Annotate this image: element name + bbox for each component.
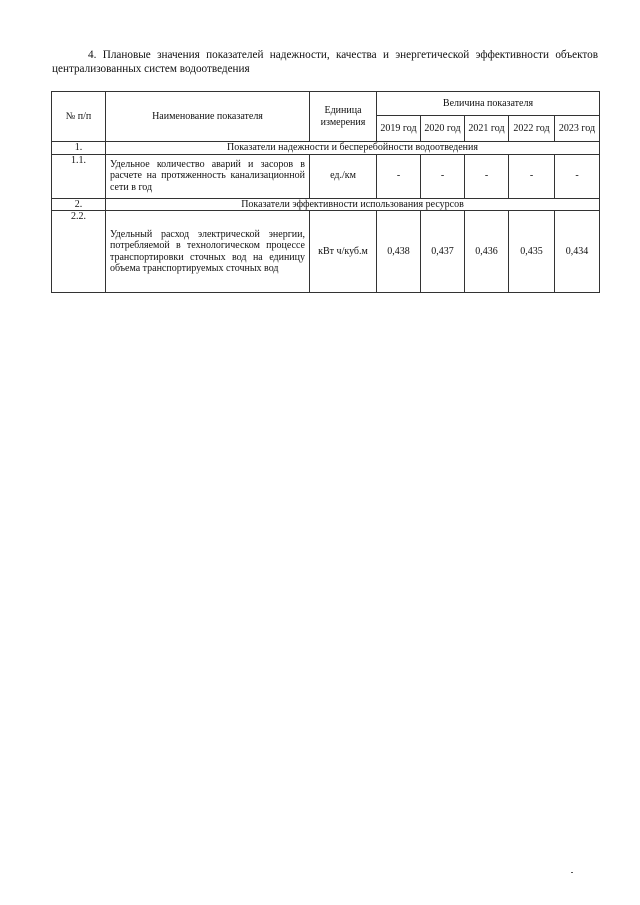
header-value: Величина показателя <box>377 92 600 116</box>
value-2022: - <box>509 154 555 198</box>
section-number: 1. <box>52 142 106 155</box>
scan-speck <box>571 872 573 873</box>
table-row <box>52 154 600 198</box>
value-2019: 0,438 <box>377 211 421 293</box>
section-row <box>52 142 600 155</box>
section-row <box>52 198 600 211</box>
section-title: Показатели надежности и бесперебойности водоотведения <box>106 142 600 155</box>
value-2023: 0,434 <box>555 211 600 293</box>
header-year-2022: 2022 год <box>509 116 555 142</box>
indicator-name: Удельное количество аварий и засоров в расчете на протяженность канализационной сети в год <box>106 154 310 198</box>
header-number: № п/п <box>52 92 106 142</box>
value-2021: - <box>465 154 509 198</box>
header-unit: Единица измерения <box>310 92 377 142</box>
table-row <box>52 211 600 293</box>
value-2020: 0,437 <box>421 211 465 293</box>
value-2021: 0,436 <box>465 211 509 293</box>
value-2019: - <box>377 154 421 198</box>
indicator-unit: ед./км <box>310 154 377 198</box>
indicator-name: Удельный расход электрической энергии, потребляемой в технологическом процессе транспортировки сточных вод на единицу объема транспортируемых сточных вод <box>106 211 310 293</box>
header-year-2021: 2021 год <box>465 116 509 142</box>
header-year-2023: 2023 год <box>555 116 600 142</box>
header-indicator-name: Наименование показателя <box>106 92 310 142</box>
indicators-table <box>51 91 600 293</box>
header-year-2020: 2020 год <box>421 116 465 142</box>
document-heading: 4. Плановые значения показателей надежности, качества и энергетической эффективности объектов централизованных систем водоотведения <box>52 49 598 75</box>
value-2022: 0,435 <box>509 211 555 293</box>
row-number: 1.1. <box>52 154 106 198</box>
value-2023: - <box>555 154 600 198</box>
header-year-2019: 2019 год <box>377 116 421 142</box>
section-title: Показатели эффективности использования ресурсов <box>106 198 600 211</box>
indicator-unit: кВт ч/куб.м <box>310 211 377 293</box>
row-number: 2.2. <box>52 211 106 293</box>
value-2020: - <box>421 154 465 198</box>
section-number: 2. <box>52 198 106 211</box>
